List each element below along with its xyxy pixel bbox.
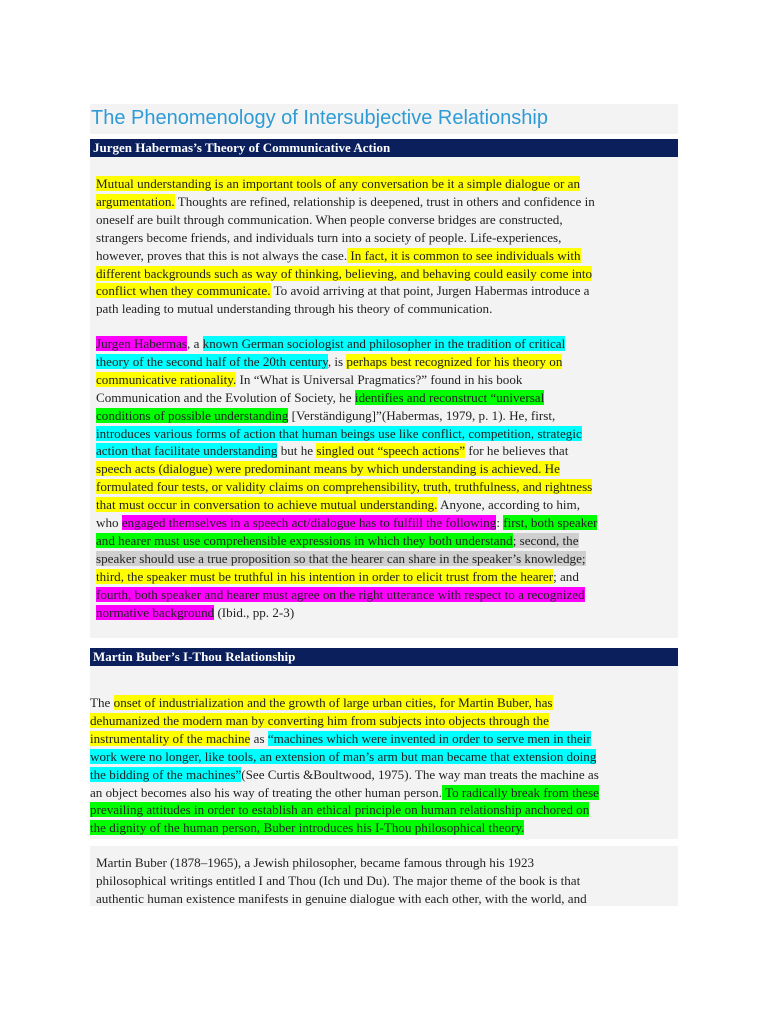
highlighted-text: instrumentality of the machine: [90, 730, 251, 746]
highlighted-text: work were no longer, like tools, an extension of man’s arm but man became that extension doing: [90, 748, 597, 764]
highlighted-text: Jurgen Habermas: [96, 336, 188, 351]
highlighted-text: formulated four tests, or validity claims on comprehensibility, truth, truthfulness, and rightness: [96, 479, 593, 495]
highlighted-text: onset of industrialization and the growth of large urban cities, for Martin Buber, has: [113, 695, 553, 710]
highlighted-text: dehumanized the modern man by converting him from subjects into objects through the: [90, 712, 549, 728]
text-run: for he believes that: [465, 443, 569, 459]
highlighted-text: known German sociologist and philosopher in the tradition of critical: [202, 336, 566, 351]
text-run: path leading to mutual understanding through his theory of communication.: [96, 301, 493, 317]
highlighted-text: normative background: [96, 604, 215, 620]
text-line: [90, 694, 599, 712]
highlighted-text: conditions of possible understanding: [96, 407, 289, 423]
text-line: [90, 766, 599, 784]
paragraph-habermas-intro: [96, 175, 595, 318]
text-line: [96, 478, 597, 496]
text-run: Martin Buber (1878–1965), a Jewish philosopher, became famous through his 1923: [96, 855, 535, 870]
text-line: [96, 442, 597, 460]
highlighted-text: conflict when they communicate.: [96, 283, 271, 299]
highlighted-text: prevailing attitudes in order to establish an ethical principle on human relationship anchored on: [90, 802, 590, 818]
highlighted-text: identifies and reconstruct “universal: [354, 389, 545, 405]
text-run: who: [96, 515, 122, 531]
paragraph-habermas-theory: [96, 335, 597, 622]
text-line: [96, 229, 595, 247]
highlighted-text: “machines which were invented in order to serve men in their: [267, 730, 591, 746]
highlighted-text: To radically break from these: [441, 784, 599, 800]
text-run: however, proves that this is not always the case.: [96, 247, 348, 263]
text-run: Anyone, according to him,: [437, 497, 580, 513]
text-run: In “What is Universal Pragmatics?” found in his book: [236, 371, 523, 387]
section-heading-habermas: Jurgen Habermas’s Theory of Communicative Action: [90, 139, 678, 157]
text-line: [96, 496, 597, 514]
text-line: [96, 247, 595, 265]
text-line: [96, 425, 597, 443]
text-line: [90, 748, 599, 766]
text-run: The: [90, 695, 114, 710]
highlighted-text: speech acts (dialogue) were predominant means by which understanding is achieved. He: [96, 461, 560, 477]
highlighted-text: theory of the second half of the 20th century: [96, 353, 328, 369]
highlighted-text: the dignity of the human person, Buber introduces his I-Thou philosophical theory.: [90, 820, 525, 836]
text-line: [90, 730, 599, 748]
text-run: strangers become friends, and individuals turn into a society of people. Life-experiences,: [96, 229, 562, 245]
highlighted-text: fourth, both speaker and hearer must agree on the right utterance with respect to a recognized: [96, 586, 585, 602]
highlighted-text: In fact, it is common to see individuals with: [347, 247, 581, 263]
highlighted-text: that must occur in conversation to achieve mutual understanding.: [96, 497, 438, 513]
text-run: an object becomes also his way of treating the other human person.: [90, 784, 442, 800]
text-run: (See Curtis &Boultwood, 1975). The way man treats the machine as: [241, 766, 599, 782]
text-line: [96, 389, 597, 407]
highlighted-text: communicative rationality.: [96, 371, 237, 387]
text-run: [Verständigung]”(Habermas, 1979, p. 1). He, first,: [288, 407, 556, 423]
text-line: [96, 460, 597, 478]
text-line: [90, 819, 599, 837]
text-run: oneself are built through communication. When people converse bridges are constructed,: [96, 211, 563, 227]
text-run: authentic human existence manifests in genuine dialogue with each other, with the world, and: [96, 890, 587, 906]
text-line: [96, 371, 597, 389]
text-line: [90, 801, 599, 819]
highlighted-text: different backgrounds such as way of thinking, believing, and behaving could easily come into: [96, 265, 593, 281]
text-line: [96, 586, 597, 604]
text-run: ; and: [553, 568, 579, 584]
text-line: [96, 175, 595, 193]
text-run: , a: [187, 336, 203, 351]
text-run: as: [250, 730, 268, 746]
highlighted-text: speaker should use a true proposition so that the hearer can share in the speaker’s knowledge;: [96, 550, 586, 566]
text-run: but he: [277, 443, 317, 459]
text-line: [96, 193, 595, 211]
highlighted-text: introduces various forms of action that human beings use like conflict, competition, strategic: [96, 425, 582, 441]
text-run: Communication and the Evolution of Society, he: [96, 389, 355, 405]
text-run: , is: [327, 353, 347, 369]
text-line: [96, 568, 597, 586]
highlighted-text: perhaps best recognized for his theory on: [346, 353, 563, 369]
text-run: To avoid arriving at that point, Jurgen Habermas introduce a: [270, 283, 590, 299]
highlighted-text: third, the speaker must be truthful in his intention in order to elicit trust from the hearer: [96, 568, 554, 584]
text-line: [96, 335, 597, 353]
text-run: :: [496, 515, 504, 531]
text-line: [90, 712, 599, 730]
text-line: [96, 532, 597, 550]
text-run: philosophical writings entitled I and Thou (Ich und Du). The major theme of the book is that: [96, 872, 581, 888]
text-line: [90, 784, 599, 802]
text-line: [96, 890, 587, 908]
text-run: (Ibid., pp. 2-3): [214, 604, 295, 620]
text-run: Thoughts are refined, relationship is deepened, trust in others and confidence in: [174, 193, 595, 209]
page-title: The Phenomenology of Intersubjective Relationship: [90, 104, 678, 134]
highlighted-text: first, both speaker: [503, 515, 598, 531]
text-line: [96, 514, 597, 532]
text-line: [96, 211, 595, 229]
highlighted-text: argumentation.: [96, 193, 175, 209]
text-line: [96, 282, 595, 300]
text-line: [96, 550, 597, 568]
text-line: [96, 265, 595, 283]
highlighted-text: the bidding of the machines”: [90, 766, 242, 782]
paragraph-buber-intro: [90, 694, 599, 837]
paragraph-buber-bio: [96, 854, 587, 908]
highlighted-text: action that facilitate understanding: [96, 443, 278, 459]
highlighted-text: and hearer must use comprehensible expressions in which they both understand: [96, 532, 513, 548]
text-line: [96, 604, 597, 622]
highlighted-text: ; second, the: [512, 532, 579, 548]
text-line: [96, 353, 597, 371]
text-line: [96, 300, 595, 318]
text-line: [96, 407, 597, 425]
section-heading-buber: Martin Buber’s I-Thou Relationship: [90, 648, 678, 666]
text-line: [96, 854, 587, 872]
highlighted-text: singled out “speech actions”: [316, 443, 466, 459]
highlighted-text: engaged themselves in a speech act/dialogue has to fulfill the following: [121, 515, 497, 531]
highlighted-text: Mutual understanding is an important tools of any conversation be it a simple dialogue or an: [96, 176, 581, 191]
text-line: [96, 872, 587, 890]
